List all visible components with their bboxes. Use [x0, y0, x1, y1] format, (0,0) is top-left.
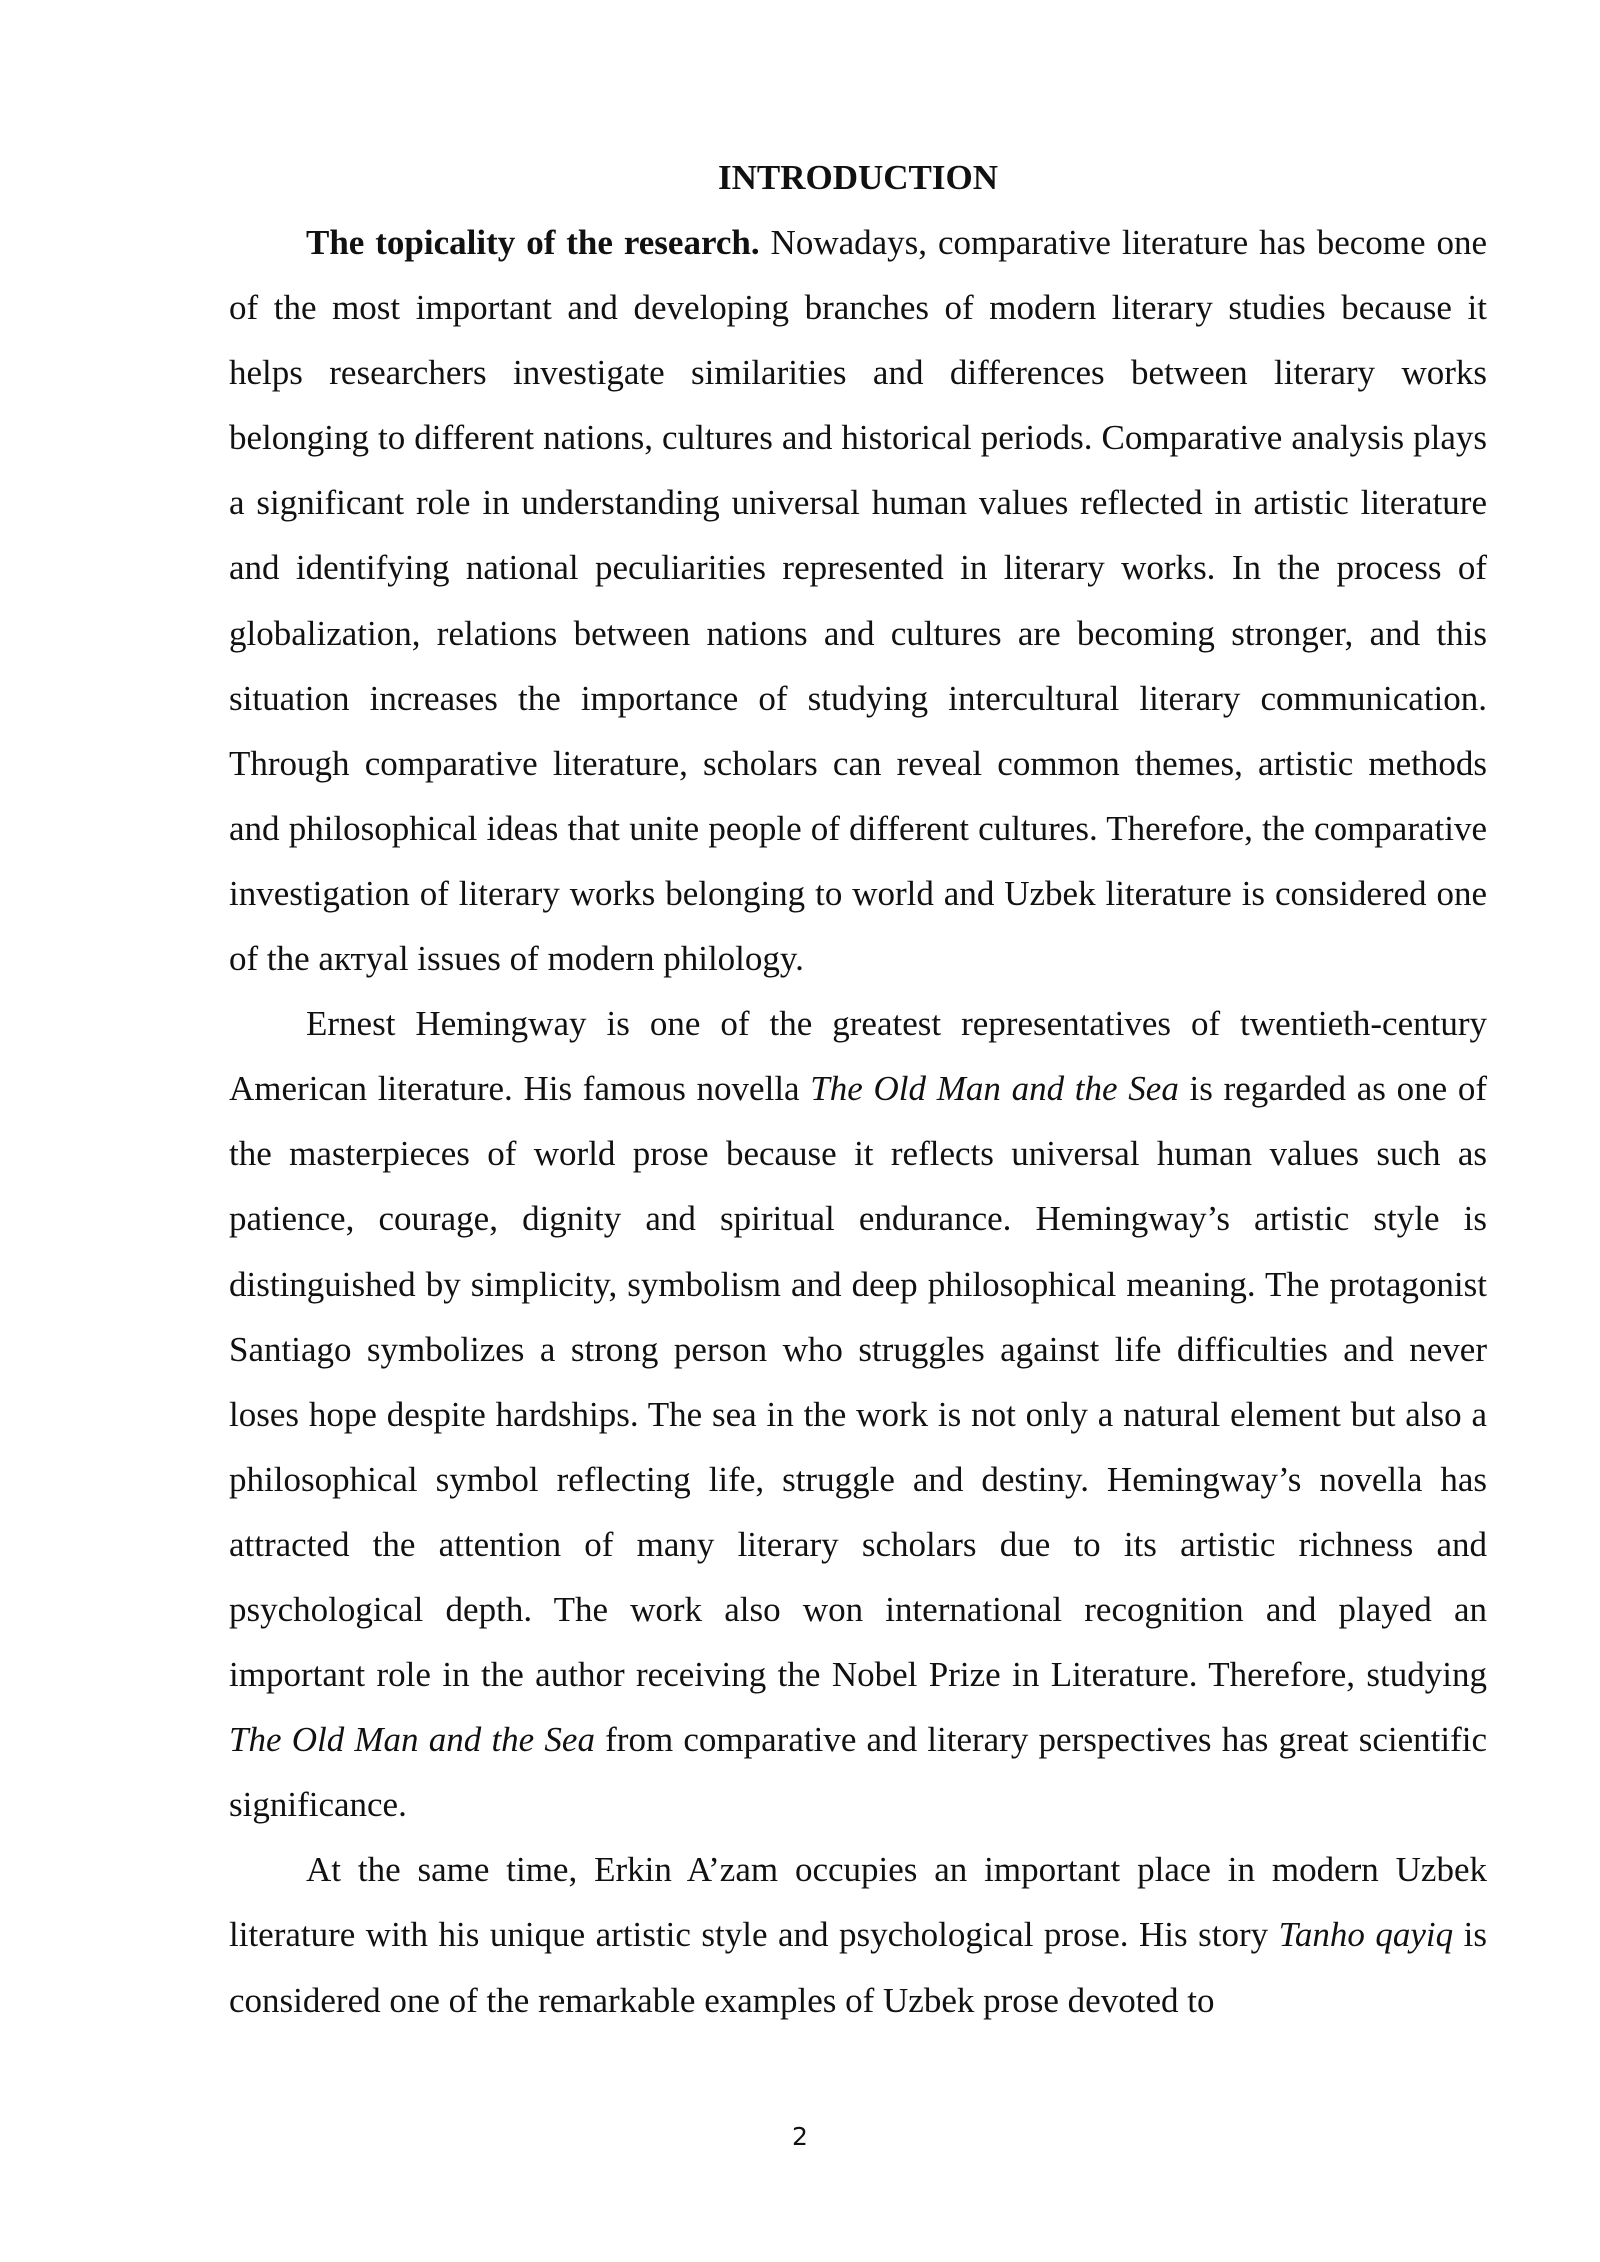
- book-title: The Old Man and the Sea: [229, 1720, 595, 1760]
- book-title: Tanho qayiq: [1278, 1915, 1454, 1955]
- paragraph-hemingway: [229, 991, 1487, 1837]
- section-heading: INTRODUCTION: [717, 158, 999, 197]
- paragraph-text: Ernest Hemingway is one of the greatest representatives of twentieth-century American literature. His famous novella: [229, 1004, 1487, 1109]
- page-number: 2: [792, 2122, 808, 2151]
- paragraph-erkin-azam: [229, 1837, 1487, 2032]
- paragraph-text: from comparative and literary perspectives has great scientific significance.: [229, 1720, 1488, 1825]
- paragraph-lead: The topicality of the research.: [306, 223, 760, 262]
- page-body: [229, 145, 1487, 2033]
- book-title: The Old Man and the Sea: [810, 1069, 1179, 1109]
- paragraph-text: Nowadays, comparative literature has become one of the most important and developing branches of modern literary studies because it helps researchers investigate similarities and differences between literary works belonging to different nations, cultures and historical periods. Comparative analysis plays a significant role in understanding universal human values reflected in artistic literature and identifying national peculiarities represented in literary works. In the process of globalization, relations between nations and cultures are becoming stronger, and this situation increases the importance of studying intercultural literary communication. Through comparative literature, scholars can reveal common themes, artistic methods and philosophical ideas that unite people of different cultures. Therefore, the comparative investigation of literary works belonging to world and Uzbek literature is considered one of the актyal issues of modern philology.: [229, 223, 1487, 979]
- paragraph-text: is considered one of the remarkable examples of Uzbek prose devoted to: [229, 1915, 1487, 2020]
- paragraph-text: At the same time, Erkin A’zam occupies an important place in modern Uzbek literature with his unique artistic style and psychological prose. His story: [229, 1850, 1487, 1955]
- paragraph-text: is regarded as one of the masterpieces of world prose because it reflects universal human values such as patience, courage, dignity and spiritual endurance. Hemingway’s artistic style is distinguished by simplicity, symbolism and deep philosophical meaning. The protagonist Santiago symbolizes a strong person who struggles against life difficulties and never loses hope despite hardships. The sea in the work is not only a natural element but also a philosophical symbol reflecting life, struggle and destiny. Hemingway’s novella has attracted the attention of many literary scholars due to its artistic richness and psychological depth. The work also won international recognition and played an important role in the author receiving the Nobel Prize in Literature. Therefore, studying: [229, 1069, 1488, 1695]
- paragraph-topicality: [229, 210, 1487, 991]
